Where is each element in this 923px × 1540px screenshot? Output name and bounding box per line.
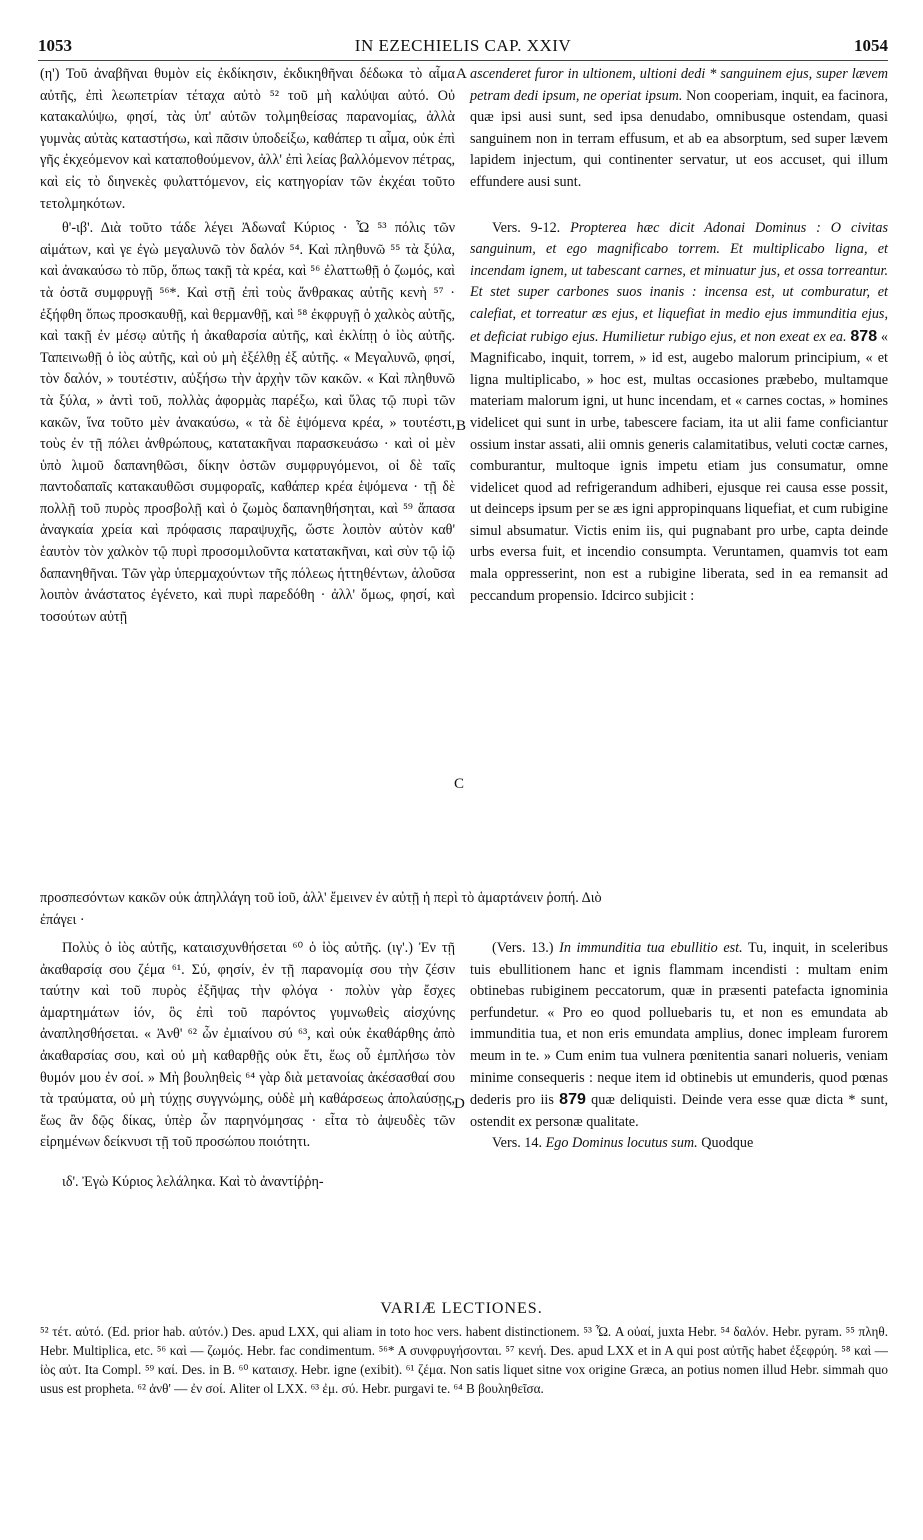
verse-heading-13: (Vers. 13.): [492, 940, 554, 956]
running-title: IN EZECHIELIS CAP. XXIV: [354, 36, 572, 55]
latin-text-4: Quodque: [701, 1135, 754, 1152]
running-header: [38, 36, 888, 60]
latin-text-3: Tu, inquit, in sceleribus tuis ebullitionem hanc et ignis flammam incendisti : multam enim obtinebas rubiginem peccatorum, quæ in præsenti patefacta ignominia perfundetur. « Pro eo quod polluebaris tu, et non es emundata ab immunditia tua, et non eris emundata amplius, donec impleam furorem meum in te. » Cum enim tua vulnera pœnitentia sanari nolueris, veniam minime consequeris : neque item id obtinebis ut emunderis, quod pœnas dederis pro iis: [470, 940, 889, 1109]
latin-lemma-2: Propterea hæc dicit Adonai Dominus : O civitas sanguinum, et ego magnificabo torrem. Et multiplicabo ligna, et incendam ignem, ut tabescant carnes, et minuatur jus, et ossa torreantur. Et stet super carbones suos inanis : incensa est, ut comburatur, et calefiat, et torreatur æs ejus, et liquefiat in medio ejus immunditia ejus, et deficiat rubigo ejus. Humilietur rubigo ejus, et non exeat ex ea.: [470, 219, 888, 345]
latin-column-top: [470, 64, 888, 607]
greek-paragraph-1: (η') Τοῦ ἀναβῆναι θυμὸν εἰς ἐκδίκησιν, ἐκδικηθῆναι δέδωκα τὸ αἷμα αὐτῆς, ἐπὶ λεωπετρίαν τέταχα αὐτὸ ⁵² τοῦ μὴ καλύψαι αὐτό. Οὐ κατακαλύψω, φησί, τὰς ὑπ' αὐτῶν τολμηθείσας παρανομίας, ἀλλὰ γυμνὰς αὐτὰς καταστήσω, καὶ πᾶσιν ὑποδείξω, καθάπερ τι αἷμα, οὐκ ἐπὶ γῆς ἐκχεόμενον καὶ καταποθούμενον, ἀλλ' ἐπὶ λείας βαλλόμενον πέτρας, καὶ εἰς τὸ διηνεκὲς φυλαττόμενον, εἰς κατηγορίαν τῶν ἐκχέαι τοῦτο τετολμηκότων.: [40, 66, 455, 212]
latin-paragraph-4: [470, 1133, 888, 1155]
page-number-left: 1053: [38, 36, 72, 55]
latin-text-3-end: quæ deliquisti. Deinde vera esse quæ dicta * sunt, ostendit ex personæ qualitate.: [470, 1092, 889, 1130]
latin-paragraph-1: [470, 64, 888, 194]
greek-paragraph-4: ιδ'. Ἐγὼ Κύριος λελάληκα. Καὶ τὸ ἀναντίῤῥη-: [62, 1173, 324, 1190]
greek-paragraph-3: Πολὺς ὁ ἰὸς αὐτῆς, καταισχυνθήσεται ⁶⁰ ὁ ἰὸς αὐτῆς. (ιγ'.) Ἐν τῇ ἀκαθαρσίᾳ σου ζέμα ⁶¹. Σύ, φησίν, ἐν τῇ παρανομίᾳ σου τὴν ζέσιν ταύτην καὶ τοῦ πυρὸς ἐξῆψας τὴν φλόγα · πολὺν γὰρ ἔσχες ἁμαρτημάτων ἰόν, ὃς ἐπὶ τοῦ παρόντος γυμνωθεὶς αἰσχύνης ἀναπλησθήσεται. « Ἀνθ' ⁶² ὧν ἐμιαίνου σύ ⁶³, καὶ οὐκ ἐκαθάρθης ἀπὸ ἀκαθαρσίας σου, καὶ οὐ μὴ καθαρθῇς οὐκ ἔτι, ἕως οὗ ἐμπλήσω τὸν θυμόν μου ἐν σοί. » Μὴ βουληθεὶς ⁶⁴ γὰρ διὰ μετανοίας ἀκέσασθαί σου τὰ τραύματα, οὐ μὴ τύχῃς συγγνώμης, οὐδὲ μὴ καθάρσεως ἀπολαύσῃς, ἕως ἂν δῷς δίκας, ὑπὲρ ὧν παρηνόμησας · εἶτα τὸ ἀψευδὲς τῶν εἰρημένων δείκνυσι τῇ τοῦ προσώπου ποιότητι.: [40, 940, 455, 1151]
latin-lemma-4: In immunditia tua ebullitio est.: [559, 940, 743, 956]
latin-lemma-1: ascenderet furor in ultionem, ultioni dedi * sanguinem ejus, super lævem petram dedi ipsum, ne operiat ipsum.: [470, 66, 888, 104]
margin-letter-c: C: [454, 776, 465, 792]
variae-lectiones-title: VARIÆ LECTIONES.: [380, 1300, 543, 1317]
latin-lemma-5: Ego Dominus locutus sum.: [545, 1135, 698, 1152]
latin-text-1: Non cooperiam, inquit, ea facinora, quæ ipsi ausi sunt, sed ipsa denudabo, omnibusque ostendam, quasi sanguinem non in terram effusum, et ab ea absorptum, sed super lævem lapidem injectum, qui continenter servatur, ut eos accuset, qui illum effundere ausi sunt.: [470, 87, 888, 190]
verse-heading-9-12: Vers. 9-12.: [492, 219, 561, 236]
page-number-right: 1054: [854, 36, 888, 55]
margin-letter-d: D: [454, 1096, 465, 1112]
greek-column-top: [40, 64, 455, 628]
latin-text-2: « Magnificabo, inquit, torrem, » id est, augebo malorum principium, « et ligna multiplicabo, » hoc est, multas occasiones præbebo, multamque materiam malorum igni, ut hunc incendam, et « carnes coctas, » homines videlicet qui sunt in urbe, tabescere faciam, ita ut alii fame conficiantur ossium instar assati, alii omnis generis calamitatibus, veluti coctæ carnes, comburantur, multoque ignis impetu etiam jus consumatur, omne videlicet quod ad refrigerandum adhiberi, ejusque rei causa esse possit, ut deinceps ipsum per se æs igni appropinquans liquefiat, et cum rubigine simul absumatur. Victis enim iis, qui pugnabant pro urbe, capta deinde urbs eversa fuit, et incendio consumpta. Veruntamen, quamvis tot eam mala oppresserint, non est a rubigine liberata, sed in ea remansit ad peccandum propensio. Idcirco subjicit :: [470, 328, 889, 604]
greek-column-bottom: [40, 938, 455, 1194]
variae-lectiones-text: ⁵² τέτ. αὐτό. (Ed. prior hab. αὐτόν.) Des. apud LXX, qui aliam in toto hoc vers. habent distinctionem. ⁵³ Ὦ. A οὐαί, juxta Hebr. ⁵⁴ δαλόν. Hebr. pyram. ⁵⁵ πληθ. Hebr. Multiplica, etc. ⁵⁶ καὶ — ζωμός. Hebr. fac condimentum. ⁵⁶* A συνφρυγήσονται. ⁵⁷ κενή. Des. apud LXX et in A qui post αὐτῆς habet ἐξεφρύη. ⁵⁸ καὶ — ἰὸς αὐτ. Ita Compl. ⁵⁹ καί. Des. in B. ⁶⁰ καταισχ. Hebr. igne (exibit). ⁶¹ ζέμα. Non satis liquet sitne vox origine Græca, an potius nomen illud Hebr. simmah quo usus est propheta. ⁶² ἀνθ' — ἐν σοί. Aliter ol LXX. ⁶³ ἐμ. σύ. Hebr. purgavi te. ⁶⁴ B βουληθεῖσα.: [40, 1324, 888, 1396]
header-rule: [38, 60, 888, 61]
margin-letter-a: A: [456, 66, 467, 82]
crossover-line: [40, 888, 888, 931]
verse-heading-14: Vers. 14.: [492, 1135, 543, 1152]
crossover-text-end: ἐπάγει ·: [40, 911, 85, 928]
latin-paragraph-3: [470, 938, 888, 1133]
latin-paragraph-2: [470, 218, 888, 608]
column-number-878: 878: [850, 327, 878, 345]
margin-letter-b: B: [456, 418, 467, 434]
latin-column-bottom: [470, 938, 888, 1155]
column-number-879: 879: [559, 1091, 586, 1109]
crossover-text: προσπεσόντων κακῶν οὐκ ἀπηλλάγη τοῦ ἰοῦ, ἀλλ' ἔμεινεν ἐν αὐτῇ ἡ περὶ τὸ ἁμαρτάνειν ῥοπή. Διὸ: [40, 890, 602, 906]
greek-paragraph-2: θ'-ιβ'. Διὰ τοῦτο τάδε λέγει Ἀδωναΐ Κύριος · Ὦ ⁵³ πόλις τῶν αἱμάτων, καὶ γε ἐγὼ μεγαλυνῶ τὸν δαλόν ⁵⁴. Καὶ πληθυνῶ ⁵⁵ τὰ ξύλα, καὶ ἀνακαύσω τὸ πῦρ, ὅπως τακῇ τὰ κρέα, καὶ ⁵⁶ ἐλαττωθῇ ὁ ζωμός, καὶ τὰ ὀστᾶ συμφρυγῇ ⁵⁶*. Καὶ στῇ ἐπὶ τοὺς ἄνθρακας αὐτῆς κενὴ ⁵⁷ · ἐξήφθη ὅπως προσκαυθῇ, καὶ θερμανθῇ, καὶ ⁵⁸ ἐκφρυγῇ ὁ χαλκὸς αὐτῆς, καὶ τακῇ ἐν μέσῳ αὐτῆς ἡ ἀκαθαρσία αὐτῆς, καὶ ἐκλίπῃ ὁ ἰὸς αὐτῆς. Ταπεινωθῇ ὁ ἰὸς αὐτῆς, καὶ οὐ μὴ ἐξέλθῃ ἐξ αὐτῆς. « Μεγαλυνῶ, φησί, τὸν δαλόν, » τουτέστιν, αὐξήσω τὴν ἀρχὴν τῶν κακῶν. « Καὶ πληθυνῶ τὰ ξύλα, » ἀντὶ τοῦ, πολλὰς ἀφορμὰς παρέξω, καὶ ὕλας τῷ πυρὶ τῶν κακῶν, ἵνα τοῦτο μὲν ἀνακαύσω, « τὰ δὲ ἑψόμενα κρέα, » τουτέστι, τοὺς ἐν τῇ πόλει ἀνθρώπους, κατατακῆναι παρασκευάσω · καὶ οἱ μὲν ὑπὸ λιμοῦ δαπανηθῶσι, δίκην ὀστῶν συμφρυγόμενοι, οἱ δὲ ταῖς παντοδαπαῖς κατακαυθῶσι συμφοραῖς, καθάπερ κρέα ἑψόμενα · τῇ δὲ πολλῇ τοῦ πυρὸς προσβολῇ καὶ ὁ ζωμὸς δαπανηθήσηται, καὶ ⁵⁹ ἅπασα ἀναγκαία χρεία καὶ πρόφασις παραψυχῆς, ὥστε λοιπὸν αὐτὸν καθ' ἑαυτὸν τὸν χαλκὸν τῷ πυρὶ προσομιλοῦντα κατατακῆναι, καὶ σὺν τῷ ἰῷ δαπανηθῆναι. Τῶν γὰρ ὑπερμαχούντων τῆς πόλεως ἡττηθέντων, ἁλοῦσα λοιπὸν ἀνάστατος ἐγένετο, καὶ πυρὶ παρεδόθη · ἀλλ' ὅμως, φησί, καὶ τοσούτων αὐτῇ: [40, 220, 455, 625]
